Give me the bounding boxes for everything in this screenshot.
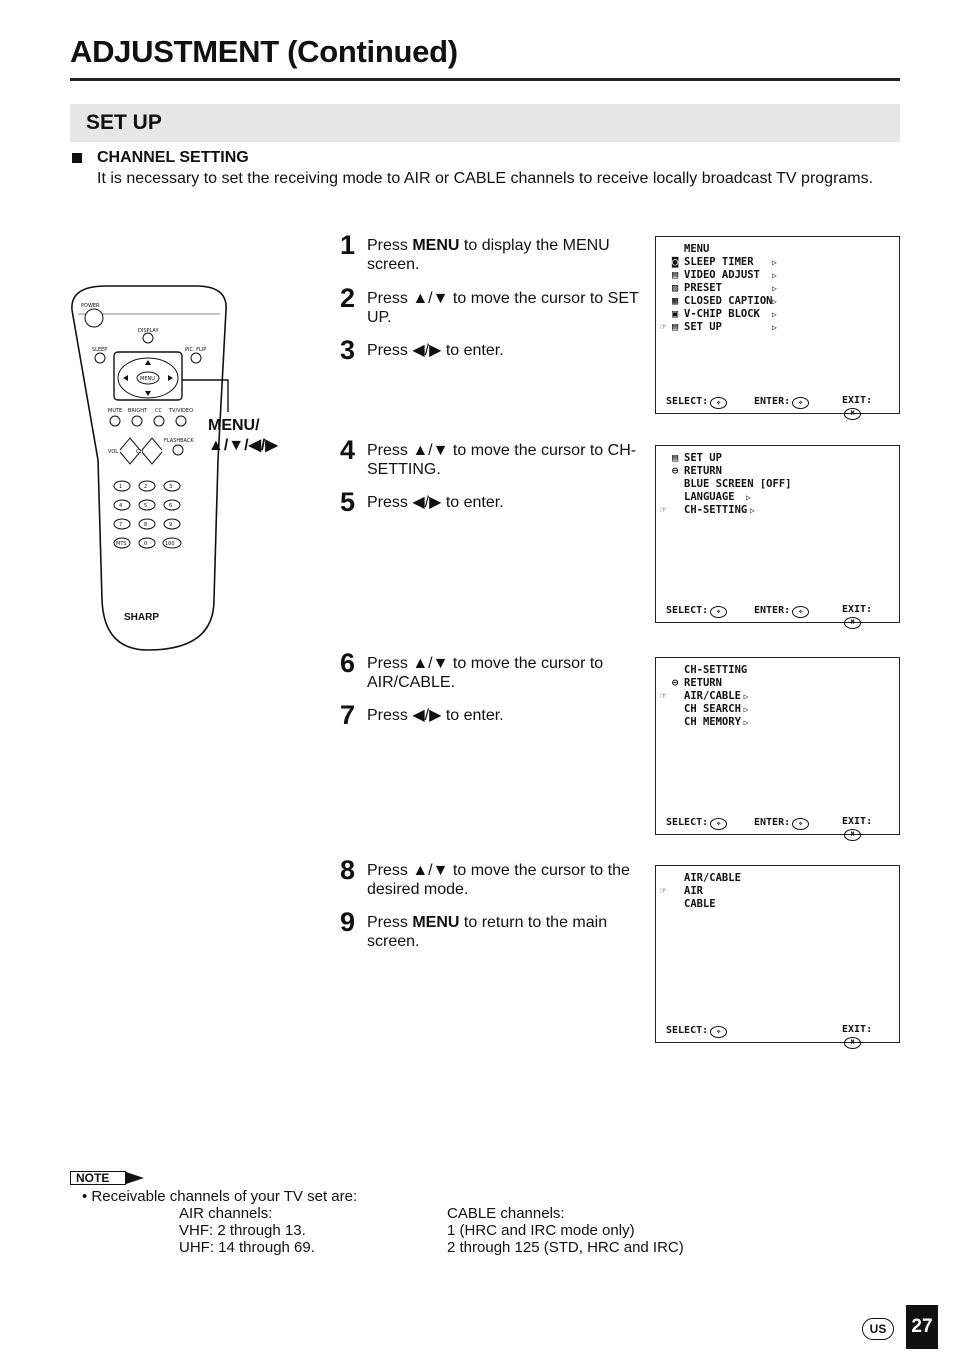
osd-item-label: LANGUAGE <box>684 491 735 503</box>
osd-menu-item[interactable] <box>656 282 899 295</box>
step-text-pre: Press <box>367 237 413 254</box>
note-air-list <box>179 1205 315 1256</box>
step-text-pre: Press ◀/▶ to enter. <box>367 707 504 724</box>
menu-button-icon: M <box>844 617 861 629</box>
note-tag <box>70 1171 146 1185</box>
step-text-pre: Press <box>367 914 413 931</box>
osd-item-label: CH SEARCH <box>684 703 741 715</box>
remote-key-9: 9 <box>169 522 173 528</box>
preset-icon: ▨ <box>672 282 679 294</box>
osd-item-label: CH MEMORY <box>684 716 741 728</box>
step-number: 5 <box>340 487 356 517</box>
return-icon: ⊖ <box>672 465 679 477</box>
osd-footer-exit-label: EXIT: <box>842 816 873 827</box>
osd-footer <box>666 1022 891 1046</box>
osd-footer-select <box>666 395 727 407</box>
osd-item-label: SET UP <box>684 321 722 333</box>
submenu-arrow-icon: ▷ <box>743 718 749 727</box>
step-text-post: to return to the main screen. <box>367 914 608 950</box>
osd-footer-exit <box>842 604 891 627</box>
menu-button-icon: M <box>844 1037 861 1049</box>
step-text <box>367 913 639 951</box>
intro-paragraph: It is necessary to set the receiving mode to AIR or CABLE channels to receive locally broadcast TV programs. <box>97 170 874 187</box>
note-bullet-text: Receivable channels of your TV set are: <box>91 1188 358 1205</box>
setup-icon: ▤ <box>672 452 679 464</box>
osd-footer <box>666 602 891 626</box>
video-icon: ▤ <box>672 269 679 281</box>
osd-menu-item[interactable] <box>656 885 899 898</box>
note-bullet: • Receivable channels of your TV set are: <box>82 1188 358 1205</box>
section-title: SET UP <box>86 111 162 134</box>
submenu-arrow-icon: ▷ <box>743 705 749 714</box>
osd-item-label: CLOSED CAPTION <box>684 295 773 307</box>
submenu-arrow-icon: ▷ <box>772 297 777 306</box>
remote-label-mute: MUTE <box>108 408 123 414</box>
note-air-uhf: UHF: 14 through 69. <box>179 1239 315 1256</box>
remote-key-8: 8 <box>144 522 148 528</box>
dpad-icon: ✥ <box>792 606 809 618</box>
osd-footer-select <box>666 1024 727 1036</box>
step-number: 8 <box>340 855 356 885</box>
osd-footer-select <box>666 816 727 828</box>
osd-menu-item[interactable] <box>656 690 899 703</box>
osd-footer-exit-label: EXIT: <box>842 395 873 406</box>
osd-footer-enter-label: ENTER: <box>754 605 791 616</box>
osd-footer <box>666 814 891 838</box>
osd-footer-select-label: SELECT: <box>666 1025 709 1036</box>
step-number: 7 <box>340 700 356 730</box>
pointing-hand-icon: ☞ <box>660 885 667 897</box>
remote-label-ch: CH <box>136 449 144 455</box>
step-text <box>367 441 639 479</box>
caption-icon: ▦ <box>672 295 679 307</box>
bullet-square-icon <box>72 153 82 163</box>
note-cable-heading: CABLE channels: <box>447 1205 565 1222</box>
osd-footer-select <box>666 604 727 616</box>
remote-label-menu: MENU <box>140 376 155 382</box>
step-text-bold: MENU <box>412 237 460 254</box>
note-cable-line2: 2 through 125 (STD, HRC and IRC) <box>447 1239 684 1256</box>
osd-screen-1 <box>655 236 900 417</box>
submenu-arrow-icon: ▷ <box>750 506 755 515</box>
osd-footer-exit <box>842 1024 891 1047</box>
osd-footer-enter <box>754 604 809 616</box>
remote-brand-logo: SHARP <box>124 612 160 623</box>
osd-item-label: V-CHIP BLOCK <box>684 308 760 320</box>
pointing-hand-icon: ☞ <box>660 321 667 333</box>
osd-item-label: BLUE SCREEN [OFF] <box>684 478 792 490</box>
osd-title: MENU <box>684 243 710 255</box>
remote-label-sleep: SLEEP <box>92 347 108 353</box>
step-text <box>367 706 639 725</box>
step-text-pre: Press ▲/▼ to move the cursor to the desired mode. <box>367 862 630 898</box>
osd-title: AIR/CABLE <box>684 872 741 884</box>
osd-footer-enter <box>754 816 809 828</box>
step-text <box>367 861 639 899</box>
osd-footer-exit-label: EXIT: <box>842 1024 873 1035</box>
step-number: 1 <box>340 230 356 260</box>
osd-menu-item[interactable] <box>656 256 899 269</box>
return-icon: ⊖ <box>672 677 679 689</box>
note-label: NOTE <box>76 1171 110 1185</box>
vchip-icon: ▣ <box>672 308 679 320</box>
region-badge: US <box>862 1318 894 1340</box>
osd-menu-item[interactable] <box>656 465 899 478</box>
step-text <box>367 289 639 327</box>
osd-menu-item[interactable] <box>656 898 899 911</box>
clock-icon: ◙ <box>672 256 679 268</box>
dpad-icon: ✥ <box>710 397 727 409</box>
osd-footer-enter <box>754 395 809 407</box>
page-number: 27 <box>906 1305 938 1349</box>
subsection-heading: CHANNEL SETTING <box>97 149 249 166</box>
pointing-hand-icon: ☞ <box>660 690 667 702</box>
osd-menu-item[interactable] <box>656 491 899 504</box>
remote-label-power: POWER <box>81 303 100 309</box>
step-number: 9 <box>340 907 356 937</box>
step-number: 2 <box>340 283 356 313</box>
remote-control-illustration <box>66 280 296 660</box>
osd-footer-select-label: SELECT: <box>666 396 709 407</box>
menu-button-icon: M <box>844 408 861 420</box>
osd-screen-2 <box>655 445 900 626</box>
osd-footer-exit <box>842 395 891 418</box>
callout-line-2: ▲/▼/◀/▶ <box>208 437 278 454</box>
osd-menu-item[interactable] <box>656 703 899 716</box>
osd-footer <box>666 393 891 417</box>
remote-label-tvvideo: TV/VIDEO <box>169 408 193 414</box>
step-text <box>367 654 639 692</box>
step-text-pre: Press ◀/▶ to enter. <box>367 494 504 511</box>
osd-item-label: PRESET <box>684 282 722 294</box>
step-number: 3 <box>340 335 356 365</box>
submenu-arrow-icon: ▷ <box>772 271 777 280</box>
step-number: 6 <box>340 648 356 678</box>
remote-key-5: 5 <box>144 503 148 509</box>
remote-callout-label <box>208 416 278 456</box>
osd-menu-item[interactable] <box>656 478 899 491</box>
osd-footer-exit-label: EXIT: <box>842 604 873 615</box>
note-cable-line1: 1 (HRC and IRC mode only) <box>447 1222 635 1239</box>
osd-footer-select-label: SELECT: <box>666 817 709 828</box>
step-text-pre: Press ▲/▼ to move the cursor to AIR/CABLE. <box>367 655 604 691</box>
step-text <box>367 493 639 512</box>
submenu-arrow-icon: ▷ <box>772 310 777 319</box>
osd-screen-4 <box>655 865 900 1046</box>
osd-item-label: RETURN <box>684 677 722 689</box>
osd-footer-exit <box>842 816 891 839</box>
dpad-icon: ✥ <box>792 397 809 409</box>
osd-menu-item[interactable] <box>656 716 899 729</box>
dpad-icon: ✥ <box>710 606 727 618</box>
dpad-icon: ✥ <box>710 1026 727 1038</box>
remote-label-flashback: FLASHBACK <box>164 438 194 444</box>
osd-item-label: AIR <box>684 885 703 897</box>
submenu-arrow-icon: ▷ <box>772 284 777 293</box>
remote-label-picflip: PIC. FLIP <box>185 347 207 353</box>
menu-button-icon: M <box>844 829 861 841</box>
osd-item-label: CABLE <box>684 898 716 910</box>
osd-menu-item[interactable] <box>656 321 899 334</box>
osd-item-label: RETURN <box>684 465 722 477</box>
remote-key-6: 6 <box>169 503 173 509</box>
remote-key-mts: MTS <box>116 541 127 547</box>
submenu-arrow-icon: ▷ <box>772 323 777 332</box>
dpad-icon: ✥ <box>792 818 809 830</box>
note-air-heading: AIR channels: <box>179 1205 273 1222</box>
submenu-arrow-icon: ▷ <box>772 258 777 267</box>
osd-item-label: CH-SETTING <box>684 504 748 516</box>
osd-menu-item[interactable] <box>656 308 899 321</box>
step-text-pre: Press ◀/▶ to enter. <box>367 342 504 359</box>
submenu-arrow-icon: ▷ <box>743 692 749 701</box>
section-bar <box>70 104 900 142</box>
note-cable-list <box>447 1205 684 1256</box>
page-title: ADJUSTMENT (Continued) <box>70 34 458 69</box>
osd-footer-enter-label: ENTER: <box>754 396 791 407</box>
osd-item-label: SLEEP TIMER <box>684 256 754 268</box>
osd-title: CH-SETTING <box>684 664 748 676</box>
remote-label-display: DISPLAY <box>138 328 159 334</box>
pointing-hand-icon: ☞ <box>660 504 667 516</box>
osd-menu-item[interactable] <box>656 269 899 282</box>
step-text-post: to display the MENU screen. <box>367 237 610 273</box>
setup-icon: ▤ <box>672 321 679 333</box>
osd-item-label: AIR/CABLE <box>684 690 741 702</box>
callout-line-1: MENU/ <box>208 417 260 434</box>
step-text <box>367 236 639 274</box>
remote-key-0: 0 <box>144 541 148 547</box>
osd-footer-select-label: SELECT: <box>666 605 709 616</box>
dpad-icon: ✥ <box>710 818 727 830</box>
step-text <box>367 341 639 360</box>
remote-key-1: 1 <box>119 484 123 490</box>
title-divider <box>70 78 900 81</box>
remote-key-3: 3 <box>169 484 173 490</box>
osd-item-label: VIDEO ADJUST <box>684 269 760 281</box>
osd-menu-item[interactable] <box>656 504 899 517</box>
osd-title: SET UP <box>684 452 722 464</box>
osd-footer-enter-label: ENTER: <box>754 817 791 828</box>
remote-label-vol: VOL <box>108 449 119 455</box>
remote-key-100: 100 <box>165 541 175 547</box>
note-air-vhf: VHF: 2 through 13. <box>179 1222 306 1239</box>
step-number: 4 <box>340 435 356 465</box>
remote-key-4: 4 <box>119 503 123 509</box>
submenu-arrow-icon: ▷ <box>746 493 751 502</box>
remote-key-7: 7 <box>119 522 123 528</box>
step-text-pre: Press ▲/▼ to move the cursor to SET UP. <box>367 290 639 326</box>
remote-label-cc: CC <box>155 408 162 414</box>
remote-label-bright: BRIGHT <box>128 408 148 414</box>
step-text-bold: MENU <box>412 914 460 931</box>
osd-menu-item[interactable] <box>656 677 899 690</box>
osd-screen-3 <box>655 657 900 838</box>
step-text-pre: Press ▲/▼ to move the cursor to CH-SETTING. <box>367 442 637 478</box>
osd-menu-item[interactable] <box>656 295 899 308</box>
remote-key-2: 2 <box>144 484 148 490</box>
